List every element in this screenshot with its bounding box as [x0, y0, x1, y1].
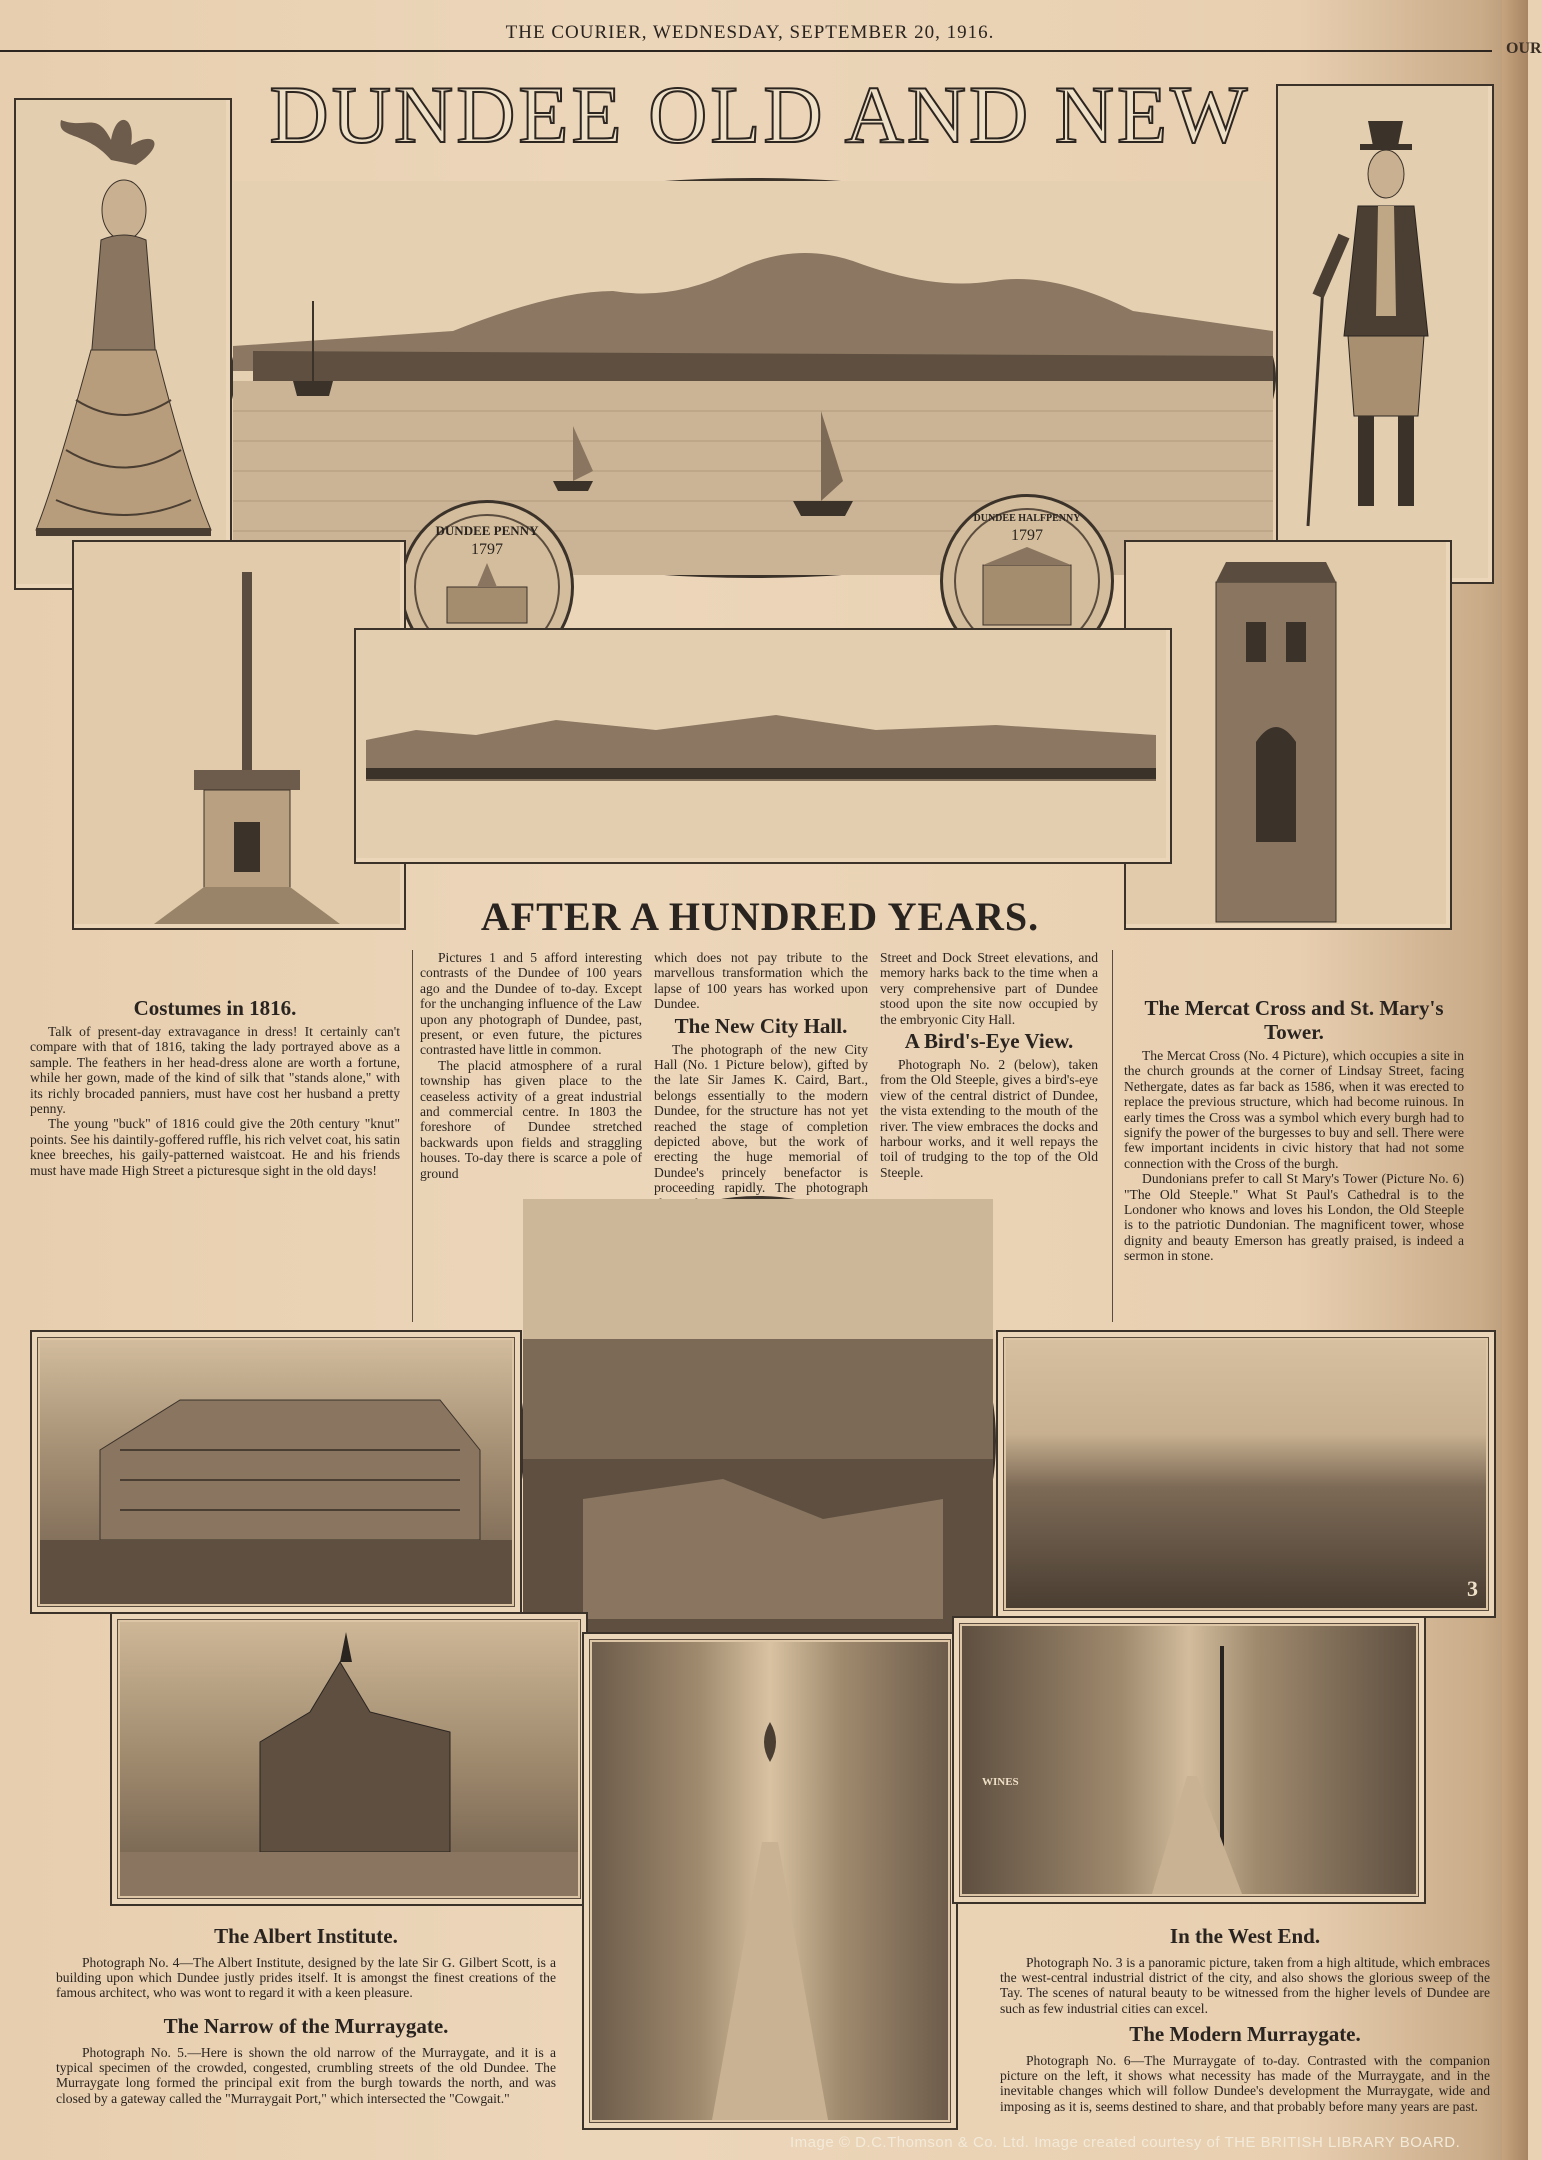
- intro-article: [420, 950, 642, 1181]
- narrow-paragraph: Photograph No. 5.—Here is shown the old narrow of the Murraygate, and it is a typical specimen of the crowded, congested, crumbling streets of the old Dundee. The Murraygate long formed the principal exit from the burgh towards the north, and was closed by a gateway called the "Murraygait Port," which intersected the "Cowgait.": [56, 2045, 556, 2106]
- page-title: DUNDEE OLD AND NEW: [269, 69, 1251, 160]
- modern-caption: [1000, 2022, 1490, 2114]
- city-hall-lead: which does not pay tribute to the marvellous transformation which the lapse of 100 years has worked upon Dundee.: [654, 950, 868, 1012]
- birds-eye-photo: [520, 1196, 996, 1686]
- costumes-article: [30, 994, 400, 1178]
- narrow-caption: [56, 2014, 556, 2106]
- buck-1816-illustration: [1276, 84, 1494, 584]
- costumes-heading: Costumes in 1816.: [133, 996, 297, 1020]
- narrow-murraygate-photo: [582, 1632, 958, 2130]
- birds-eye-lead: Street and Dock Street elevations, and memory harks back to the time when a very comprehensive part of Dundee stood upon the site now occupied by the embryonic City Hall.: [880, 950, 1098, 1027]
- albert-caption: [56, 1924, 556, 2001]
- west-end-paragraph: Photograph No. 3 is a panoramic picture, taken from a high altitude, which embraces the west-central industrial district of the city, and also shows the glorious sweep of the Tay. The scenes of natural beauty to be witnessed from the higher levels of Dundee are such as few industrial cities can excel.: [1000, 1955, 1490, 2016]
- penny-coin-year: 1797: [471, 541, 503, 558]
- column-rule: [1112, 950, 1113, 1322]
- albert-institute-photo: [110, 1612, 588, 1906]
- intro-paragraph-2: The placid atmosphere of a rural township has given place to the ceaseless activity of a great industrial and commercial centre. In 1803 the foreshore of Dundee stretched backwards upon fields and straggling houses. To-day there is scarce a pole of ground: [420, 1057, 642, 1181]
- modern-heading: The Modern Murraygate.: [1129, 2022, 1361, 2046]
- costumes-paragraph-2: The young "buck" of 1816 could give the 20th century "knut" points. See his daintily-goffered ruffle, his rich velvet coat, his satin knee breeches, his gaily-patterned waistcoat. He and his friends must have made High Street a picturesque sight in the old days!: [30, 1116, 400, 1178]
- albert-paragraph: Photograph No. 4—The Albert Institute, designed by the late Sir G. Gilbert Scott, is a building upon which Dundee justly prides itself. It is amongst the finest creations of the famous architect, who was wont to regard it with a keen pleasure.: [56, 1955, 556, 2001]
- mercat-heading: The Mercat Cross and St. Mary's Tower.: [1144, 996, 1444, 1044]
- main-headline: AFTER A HUNDRED YEARS.: [480, 894, 1040, 939]
- west-end-photo: [996, 1330, 1496, 1618]
- birds-eye-paragraph: Photograph No. 2 (below), taken from the Old Steeple, gives a bird's-eye view of the central district of Dundee, the vista extending to the mouth of the river. The view embraces the docks and harbour works, and it well repays the toil of trudging to the top of the Old Steeple.: [880, 1057, 1098, 1180]
- modern-murraygate-photo: [952, 1616, 1426, 1904]
- narrow-heading: The Narrow of the Murraygate.: [163, 2014, 449, 2038]
- mercat-article: [1124, 994, 1464, 1264]
- west-end-caption: [1000, 1924, 1490, 2016]
- costumes-paragraph-1: Talk of present-day extravagance in dress! It certainly can't compare with that of 1816, taking the lady portrayed above as a sample. The feathers in her head-dress alone are worth a fortune, while her gown, made of the kind of silk that "stands alone," with its richly brocaded panniers, must have cost her husband a pretty penny.: [30, 1024, 400, 1117]
- modern-paragraph: Photograph No. 6—The Murraygate of to-day. Contrasted with the companion picture on the left, it shows what necessity has made of the Murraygate, and in the inevitable changes which will follow Dundee's development the Murraygate, wide and imposing as it is, seems destined to share, and that probably before many years are past.: [1000, 2053, 1490, 2114]
- dundee-harbour-1816-engraving: [230, 178, 1276, 578]
- penny-coin-legend: DUNDEE PENNY: [435, 523, 539, 538]
- city-hall-heading: The New City Hall.: [674, 1013, 848, 1038]
- albert-heading: The Albert Institute.: [214, 1924, 398, 1948]
- mercat-paragraph-1: The Mercat Cross (No. 4 Picture), which occupies a site in the church grounds at the corner of Lindsay Street, facing Nethergate, dates as far back as 1586, when it was erected to replace the previous structure, which had become ruinous. In early times the Cross was a symbol which every burgh had to signify the power of the burgesses to buy and sell. There were few important incidents in civic history that had not some connection with the Cross of the burgh.: [1124, 1048, 1464, 1171]
- city-hall-paragraph: The photograph of the new City Hall (No. 1 Picture below), gifted by the late Sir James K. Caird, Bart., belongs essentially to the modern Dundee, for the structure has not yet reached the stage of completion depicted above, but the work of erecting the huge memorial of Dundee's princely benefactor is proceeding rapidly. The photograph: [654, 1041, 868, 1196]
- adjacent-page-fragment: OUR: [1506, 40, 1542, 57]
- st-marys-tower-illustration: [1124, 540, 1452, 930]
- photo-number: 3: [1467, 1576, 1478, 1601]
- old-waterfront-panorama: [354, 628, 1172, 864]
- adjacent-page-edge: [1502, 0, 1542, 2160]
- birds-eye-article: [880, 950, 1098, 1180]
- west-end-heading: In the West End.: [1169, 1924, 1321, 1948]
- city-hall-article: [654, 950, 868, 1211]
- masthead-rule: [0, 50, 1492, 52]
- halfpenny-coin-legend: DUNDEE HALFPENNY: [973, 513, 1081, 524]
- wines-shop-sign: WINES: [982, 1776, 1019, 1788]
- birds-eye-heading: A Bird's-Eye View.: [904, 1029, 1074, 1054]
- mercat-paragraph-2: Dundonians prefer to call St Mary's Tower (Picture No. 6) "The Old Steeple." What St Paul's Cathedral is to the Londoner who knows and loves his London, the Old Steeple is to the patriotic Dundonian. The magnificent tower, whose dignity and beauty Emerson has greatly praised, is indeed a sermon in stone.: [1124, 1171, 1464, 1264]
- lady-1816-illustration: [14, 98, 232, 590]
- column-rule: [412, 950, 413, 1322]
- masthead: THE COURIER, WEDNESDAY, SEPTEMBER 20, 1916.: [505, 22, 995, 43]
- intro-paragraph-1: Pictures 1 and 5 afford interesting contrasts of the Dundee of 100 years ago and the Dundee of to-day. Except for the unchanging influence of the Law upon any photograph of Dundee, past, present, or even future, the pictures contrasted have little in common.: [420, 950, 642, 1058]
- image-credit: Image © D.C.Thomson & Co. Ltd. Image created courtesy of THE BRITISH LIBRARY BOARD.: [790, 2134, 1461, 2151]
- city-hall-photo: [30, 1330, 522, 1614]
- halfpenny-coin-year: 1797: [1011, 527, 1043, 544]
